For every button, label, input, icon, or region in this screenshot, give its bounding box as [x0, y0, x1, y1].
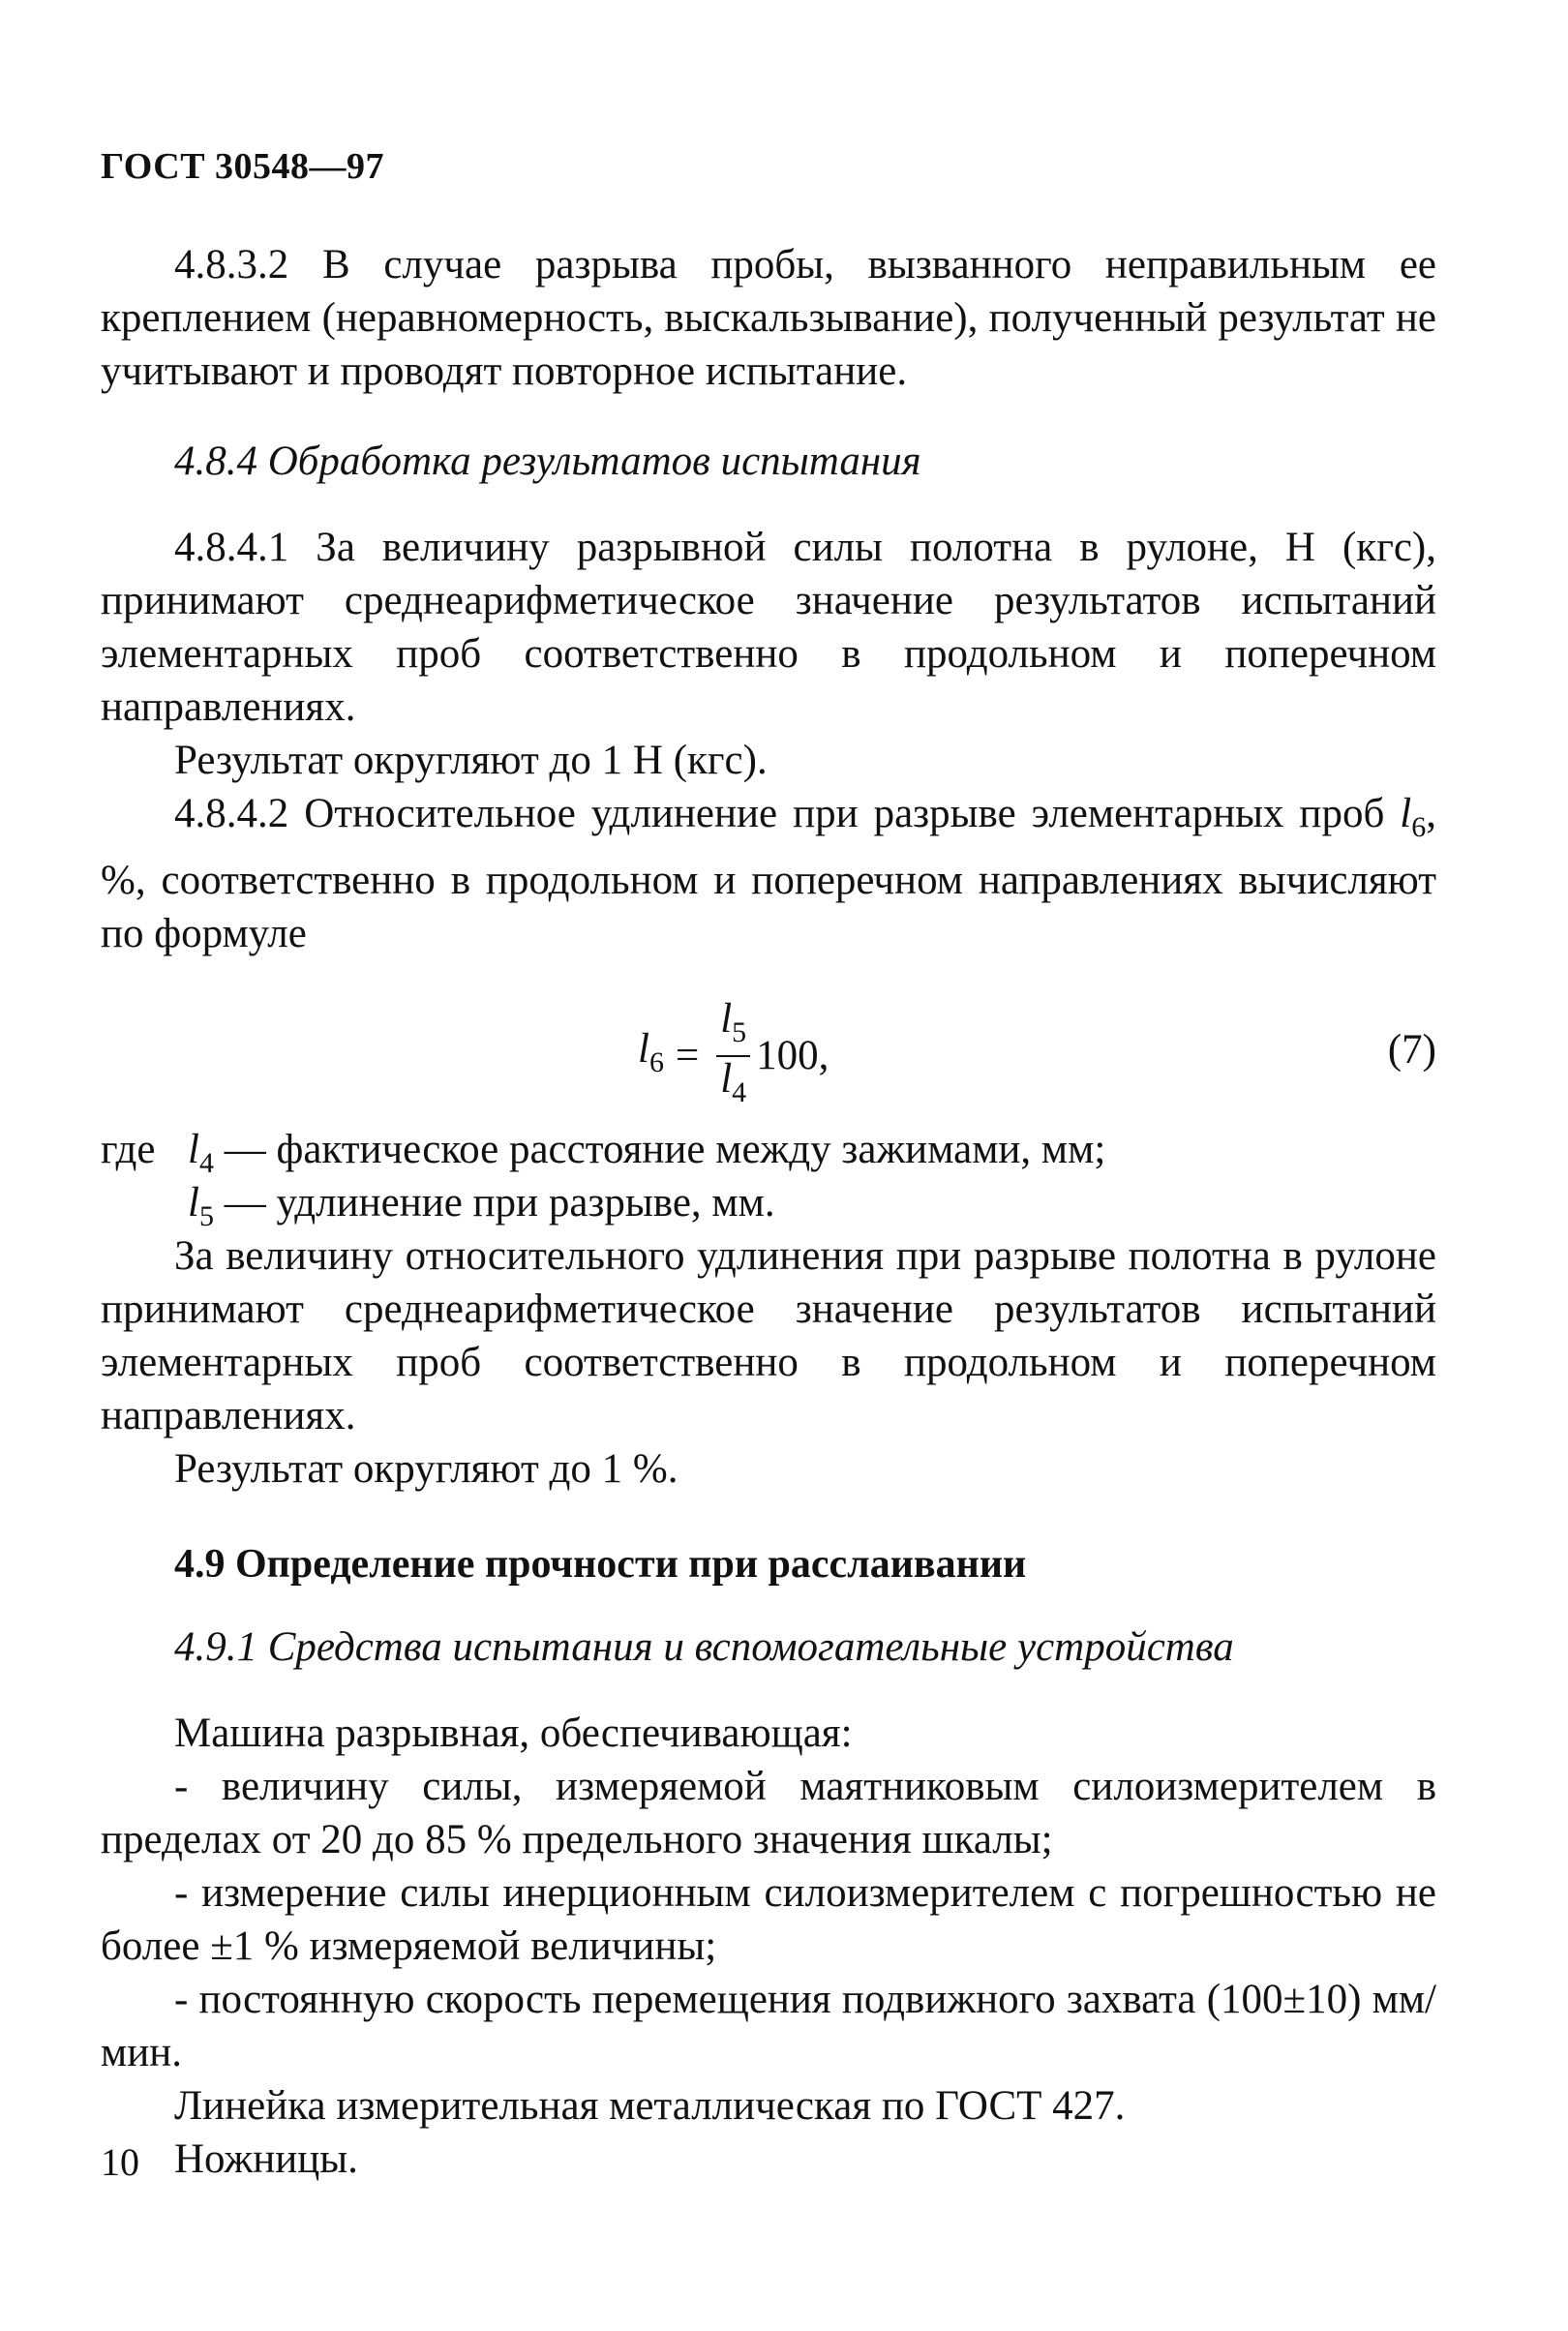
formula-denominator [716, 1057, 750, 1115]
equation-number: (7) [1387, 1027, 1436, 1073]
denominator-letter: l [720, 1056, 733, 1102]
paragraph-4-8-4-2-rest: , %, соответственно в продольном и поперечном направлениях вычисляют по формуле [101, 791, 1436, 956]
formula-numerator [716, 997, 750, 1057]
ruler-line: Линейка измерительная металлическая по ГОСТ 427. [174, 2083, 1126, 2129]
subsection-title-4-9-1: 4.9.1 Средства испытания и вспомогательные устройства [174, 1624, 1234, 1670]
definition-l5-text: — удлинение при разрыве, мм. [213, 1180, 775, 1226]
machine-line: Машина разрывная, обеспечивающая: [174, 1710, 853, 1756]
rounding-note-1: Результат округляют до 1 Н (кгс). [174, 738, 768, 783]
definition-l4-letter: l [188, 1127, 199, 1172]
formula-lhs [638, 1026, 664, 1086]
inline-variable-l6 [1400, 791, 1427, 843]
definition-l4-symbol [188, 1127, 214, 1179]
formula-lhs-subscript: 6 [648, 1046, 664, 1078]
paragraph-4-8-3-2: 4.8.3.2 В случае разрыва пробы, вызванного неправильным ее креплением (неравномерность, выскальзывание), полученный результат не учитывают и проводят повторное испытание. [101, 242, 1436, 394]
paragraph-4-8-4-2 [101, 787, 1436, 960]
definition-l5-subscript: 5 [198, 1200, 214, 1232]
document-header: ГОСТ 30548—97 [101, 146, 385, 187]
formula-fraction [716, 997, 750, 1115]
inline-variable-subscript: 6 [1411, 811, 1427, 843]
denominator-subscript: 4 [732, 1076, 747, 1108]
scissors-line: Ножницы. [174, 2136, 358, 2182]
definition-l5-letter: l [188, 1180, 199, 1226]
list-item-3: - постоянную скорость перемещения подвижного захвата (100±10) мм/мин. [101, 1977, 1436, 2075]
section-title-4-9: 4.9 Определение прочности при расслаивании [174, 1542, 1027, 1587]
formula-factor: 100, [756, 1033, 829, 1078]
list-item-2: - измерение силы инерционным силоизмерителем с погрешностью не более ±1 % измеряемой величины; [101, 1870, 1436, 1969]
formula-lhs-letter: l [638, 1026, 649, 1072]
variable-definitions [101, 1123, 1436, 1232]
definition-l5 [188, 1176, 775, 1243]
numerator-subscript: 5 [732, 1016, 747, 1048]
list-item-1: - величину силы, измеряемой маятниковым силоизмерителем в пределах от 20 до 85 % предельного значения шкалы; [101, 1764, 1436, 1862]
formula-equals: = [675, 1033, 700, 1078]
paragraph-4-8-4-1: 4.8.4.1 За величину разрывной силы полотна в рулоне, Н (кгс), принимают среднеарифметическое значение результатов испытаний элементарных проб соответственно в продольном и поперечном направлениях. [101, 525, 1436, 730]
inline-variable-letter: l [1400, 791, 1412, 836]
subsection-title-4-8-4: 4.8.4 Обработка результатов испытания [174, 439, 921, 484]
numerator-letter: l [720, 996, 733, 1042]
where-word: где [101, 1127, 156, 1172]
page-number: 10 [101, 2140, 139, 2184]
rounding-note-2: Результат округляют до 1 %. [174, 1446, 678, 1492]
definition-l5-symbol [188, 1180, 214, 1232]
paragraph-elongation: За величину относительного удлинения при разрыве полотна в рулоне принимают среднеарифметическое значение результатов испытаний элементарных проб соответственно в продольном и поперечном направлениях. [101, 1233, 1436, 1438]
formula-7 [638, 997, 829, 1115]
definition-l4-subscript: 4 [198, 1147, 214, 1179]
formula-block [101, 987, 1436, 1113]
definition-l4-text: — фактическое расстояние между зажимами, мм; [213, 1127, 1106, 1172]
document-page [101, 145, 1436, 2186]
paragraph-4-8-4-2-start: 4.8.4.2 Относительное удлинение при разрыве элементарных проб [174, 791, 1385, 836]
